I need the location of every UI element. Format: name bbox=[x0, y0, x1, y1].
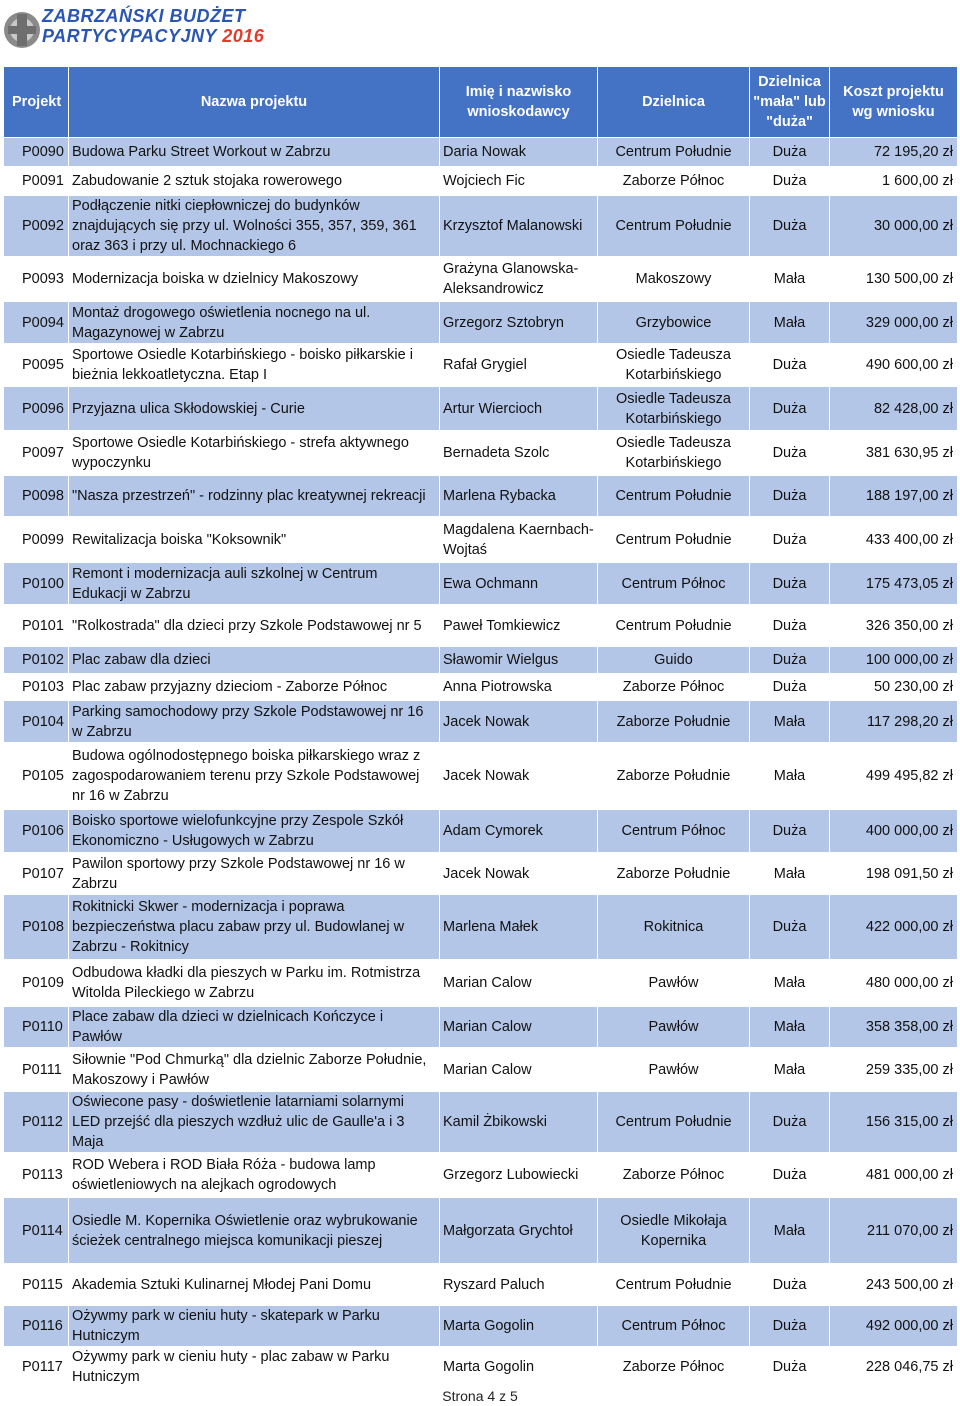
col-header-author: Imię i nazwisko wnioskodawcy bbox=[440, 67, 598, 138]
row-id: P0102 bbox=[4, 647, 69, 674]
row-id: P0095 bbox=[4, 344, 69, 387]
row-id: P0108 bbox=[4, 895, 69, 960]
table-row bbox=[4, 1048, 958, 1092]
row-author: Jacek Nowak bbox=[440, 853, 598, 895]
row-size: Duża bbox=[750, 810, 830, 853]
table-row bbox=[4, 563, 958, 605]
row-project-name: Sportowe Osiedle Kotarbińskiego - strefa aktywnego wypoczynku bbox=[69, 431, 440, 476]
row-project-name: Plac zabaw dla dzieci bbox=[69, 647, 440, 674]
row-district: Centrum Północ bbox=[598, 1306, 750, 1347]
logo-year: 2016 bbox=[222, 26, 265, 46]
row-cost: 156 315,00 zł bbox=[830, 1092, 958, 1153]
row-cost: 490 600,00 zł bbox=[830, 344, 958, 387]
row-id: P0103 bbox=[4, 674, 69, 701]
row-size: Duża bbox=[750, 517, 830, 563]
row-author: Marian Calow bbox=[440, 1007, 598, 1048]
table-row bbox=[4, 1153, 958, 1198]
table-row bbox=[4, 138, 958, 167]
row-project-name: Podłączenie nitki ciepłowniczej do budynków znajdujących się przy ul. Wolności 355, 357, 359, 361 oraz 363 i przy ul. Mochnackiego 6 bbox=[69, 196, 440, 257]
row-project-name: Akademia Sztuki Kulinarnej Młodej Pani Domu bbox=[69, 1264, 440, 1306]
row-id: P0098 bbox=[4, 476, 69, 517]
row-size: Duża bbox=[750, 196, 830, 257]
table-row bbox=[4, 743, 958, 810]
row-cost: 211 070,00 zł bbox=[830, 1198, 958, 1264]
row-district: Pawłów bbox=[598, 1048, 750, 1092]
row-author: Jacek Nowak bbox=[440, 701, 598, 743]
table-row bbox=[4, 257, 958, 302]
row-id: P0092 bbox=[4, 196, 69, 257]
row-id: P0097 bbox=[4, 431, 69, 476]
row-cost: 198 091,50 zł bbox=[830, 853, 958, 895]
row-project-name: Osiedle M. Kopernika Oświetlenie oraz wybrukowanie ścieżek centralnego miejsca komunikacji pieszej bbox=[69, 1198, 440, 1264]
row-project-name: Budowa Parku Street Workout w Zabrzu bbox=[69, 138, 440, 167]
row-size: Duża bbox=[750, 895, 830, 960]
row-author: Paweł Tomkiewicz bbox=[440, 605, 598, 647]
row-district: Centrum Północ bbox=[598, 563, 750, 605]
row-cost: 72 195,20 zł bbox=[830, 138, 958, 167]
row-cost: 481 000,00 zł bbox=[830, 1153, 958, 1198]
col-header-name: Nazwa projektu bbox=[69, 67, 440, 138]
row-district: Pawłów bbox=[598, 960, 750, 1007]
row-cost: 30 000,00 zł bbox=[830, 196, 958, 257]
row-district: Zaborze Północ bbox=[598, 167, 750, 196]
row-author: Marian Calow bbox=[440, 960, 598, 1007]
row-size: Duża bbox=[750, 1264, 830, 1306]
row-cost: 175 473,05 zł bbox=[830, 563, 958, 605]
row-id: P0100 bbox=[4, 563, 69, 605]
row-size: Mała bbox=[750, 302, 830, 344]
table-row bbox=[4, 853, 958, 895]
row-cost: 188 197,00 zł bbox=[830, 476, 958, 517]
row-size: Duża bbox=[750, 476, 830, 517]
row-district: Guido bbox=[598, 647, 750, 674]
row-size: Duża bbox=[750, 167, 830, 196]
row-size: Mała bbox=[750, 743, 830, 810]
row-size: Duża bbox=[750, 674, 830, 701]
row-id: P0116 bbox=[4, 1306, 69, 1347]
row-size: Duża bbox=[750, 431, 830, 476]
row-cost: 50 230,00 zł bbox=[830, 674, 958, 701]
row-author: Marlena Małek bbox=[440, 895, 598, 960]
table-row bbox=[4, 647, 958, 674]
table-row bbox=[4, 1198, 958, 1264]
row-author: Sławomir Wielgus bbox=[440, 647, 598, 674]
row-size: Duża bbox=[750, 605, 830, 647]
row-size: Duża bbox=[750, 563, 830, 605]
table-body bbox=[4, 138, 958, 1388]
row-cost: 492 000,00 zł bbox=[830, 1306, 958, 1347]
row-id: P0104 bbox=[4, 701, 69, 743]
row-id: P0106 bbox=[4, 810, 69, 853]
row-project-name: Odbudowa kładki dla pieszych w Parku im. Rotmistrza Witolda Pileckiego w Zabrzu bbox=[69, 960, 440, 1007]
city-crest-icon bbox=[2, 4, 42, 56]
row-id: P0111 bbox=[4, 1048, 69, 1092]
row-id: P0090 bbox=[4, 138, 69, 167]
row-project-name: "Nasza przestrzeń" - rodzinny plac kreatywnej rekreacji bbox=[69, 476, 440, 517]
row-author: Marian Calow bbox=[440, 1048, 598, 1092]
row-size: Duża bbox=[750, 138, 830, 167]
row-id: P0107 bbox=[4, 853, 69, 895]
row-project-name: Ożywmy park w cieniu huty - skatepark w Parku Hutniczym bbox=[69, 1306, 440, 1347]
table-row bbox=[4, 387, 958, 431]
row-author: Marta Gogolin bbox=[440, 1306, 598, 1347]
row-cost: 82 428,00 zł bbox=[830, 387, 958, 431]
row-author: Rafał Grygiel bbox=[440, 344, 598, 387]
row-district: Centrum Południe bbox=[598, 476, 750, 517]
logo-title-line2 bbox=[42, 26, 264, 46]
row-id: P0099 bbox=[4, 517, 69, 563]
row-author: Ewa Ochmann bbox=[440, 563, 598, 605]
table-row bbox=[4, 167, 958, 196]
row-author: Marlena Rybacka bbox=[440, 476, 598, 517]
row-id: P0091 bbox=[4, 167, 69, 196]
row-id: P0105 bbox=[4, 743, 69, 810]
table-row bbox=[4, 431, 958, 476]
row-district: Osiedle Tadeusza Kotarbińskiego bbox=[598, 431, 750, 476]
row-project-name: Siłownie "Pod Chmurką" dla dzielnic Zaborze Południe, Makoszowy i Pawłów bbox=[69, 1048, 440, 1092]
row-author: Adam Cymorek bbox=[440, 810, 598, 853]
row-cost: 259 335,00 zł bbox=[830, 1048, 958, 1092]
table-row bbox=[4, 1306, 958, 1347]
row-project-name: Plac zabaw przyjazny dzieciom - Zaborze Północ bbox=[69, 674, 440, 701]
table-row bbox=[4, 810, 958, 853]
row-author: Kamil Żbikowski bbox=[440, 1092, 598, 1153]
row-id: P0094 bbox=[4, 302, 69, 344]
row-author: Jacek Nowak bbox=[440, 743, 598, 810]
row-district: Zaborze Północ bbox=[598, 674, 750, 701]
row-cost: 228 046,75 zł bbox=[830, 1347, 958, 1388]
row-project-name: Rokitnicki Skwer - modernizacja i poprawa bezpieczeństwa placu zabaw przy ul. Budowlanej w Zabrzu - Rokitnicy bbox=[69, 895, 440, 960]
projects-table bbox=[3, 66, 958, 1388]
row-size: Mała bbox=[750, 960, 830, 1007]
table-row bbox=[4, 895, 958, 960]
row-author: Marta Gogolin bbox=[440, 1347, 598, 1388]
row-cost: 400 000,00 zł bbox=[830, 810, 958, 853]
table-row bbox=[4, 344, 958, 387]
row-cost: 499 495,82 zł bbox=[830, 743, 958, 810]
table-row bbox=[4, 1092, 958, 1153]
row-id: P0093 bbox=[4, 257, 69, 302]
row-author: Ryszard Paluch bbox=[440, 1264, 598, 1306]
col-header-cost: Koszt projektu wg wniosku bbox=[830, 67, 958, 138]
row-id: P0114 bbox=[4, 1198, 69, 1264]
row-district: Zaborze Południe bbox=[598, 701, 750, 743]
row-project-name: Pawilon sportowy przy Szkole Podstawowej nr 16 w Zabrzu bbox=[69, 853, 440, 895]
row-cost: 480 000,00 zł bbox=[830, 960, 958, 1007]
row-size: Mała bbox=[750, 853, 830, 895]
col-header-district: Dzielnica bbox=[598, 67, 750, 138]
table-row bbox=[4, 517, 958, 563]
logo bbox=[2, 2, 265, 58]
row-district: Centrum Południe bbox=[598, 605, 750, 647]
row-id: P0109 bbox=[4, 960, 69, 1007]
row-project-name: Modernizacja boiska w dzielnicy Makoszowy bbox=[69, 257, 440, 302]
row-size: Duża bbox=[750, 1092, 830, 1153]
row-project-name: Zabudowanie 2 sztuk stojaka rowerowego bbox=[69, 167, 440, 196]
row-project-name: Rewitalizacja boiska "Koksownik" bbox=[69, 517, 440, 563]
row-author: Anna Piotrowska bbox=[440, 674, 598, 701]
row-project-name: Oświecone pasy - doświetlenie latarniami solarnymi LED przejść dla pieszych wzdłuż ulic de Gaulle'a i 3 Maja bbox=[69, 1092, 440, 1153]
row-cost: 117 298,20 zł bbox=[830, 701, 958, 743]
row-project-name: Place zabaw dla dzieci w dzielnicach Kończyce i Pawłów bbox=[69, 1007, 440, 1048]
table-row bbox=[4, 196, 958, 257]
page-number: Strona 4 z 5 bbox=[442, 1388, 518, 1404]
row-project-name: Przyjazna ulica Skłodowskiej - Curie bbox=[69, 387, 440, 431]
table-row bbox=[4, 960, 958, 1007]
row-district: Centrum Południe bbox=[598, 1264, 750, 1306]
row-cost: 358 358,00 zł bbox=[830, 1007, 958, 1048]
row-district: Makoszowy bbox=[598, 257, 750, 302]
row-project-name: Sportowe Osiedle Kotarbińskiego - boisko piłkarskie i bieżnia lekkoatletyczna. Etap I bbox=[69, 344, 440, 387]
row-size: Duża bbox=[750, 387, 830, 431]
row-author: Grzegorz Lubowiecki bbox=[440, 1153, 598, 1198]
logo-title-line1: ZABRZAŃSKI BUDŻET bbox=[42, 6, 246, 26]
row-district: Pawłów bbox=[598, 1007, 750, 1048]
row-district: Zaborze Północ bbox=[598, 1347, 750, 1388]
row-district: Osiedle Mikołaja Kopernika bbox=[598, 1198, 750, 1264]
row-district: Centrum Południe bbox=[598, 1092, 750, 1153]
row-author: Grażyna Glanowska-Aleksandrowicz bbox=[440, 257, 598, 302]
table-header-row bbox=[4, 67, 958, 138]
logo-title-word: PARTYCYPACYJNY bbox=[42, 26, 217, 46]
row-district: Centrum Południe bbox=[598, 517, 750, 563]
row-cost: 381 630,95 zł bbox=[830, 431, 958, 476]
row-size: Duża bbox=[750, 1347, 830, 1388]
row-cost: 329 000,00 zł bbox=[830, 302, 958, 344]
row-district: Centrum Południe bbox=[598, 138, 750, 167]
row-author: Daria Nowak bbox=[440, 138, 598, 167]
row-project-name: Ożywmy park w cieniu huty - plac zabaw w Parku Hutniczym bbox=[69, 1347, 440, 1388]
row-author: Grzegorz Sztobryn bbox=[440, 302, 598, 344]
row-id: P0113 bbox=[4, 1153, 69, 1198]
row-size: Mała bbox=[750, 257, 830, 302]
row-id: P0112 bbox=[4, 1092, 69, 1153]
row-cost: 1 600,00 zł bbox=[830, 167, 958, 196]
row-author: Wojciech Fic bbox=[440, 167, 598, 196]
row-size: Mała bbox=[750, 1048, 830, 1092]
row-author: Małgorzata Grychtoł bbox=[440, 1198, 598, 1264]
row-size: Mała bbox=[750, 1007, 830, 1048]
row-size: Duża bbox=[750, 344, 830, 387]
table-row bbox=[4, 1347, 958, 1388]
row-project-name: Montaż drogowego oświetlenia nocnego na ul. Magazynowej w Zabrzu bbox=[69, 302, 440, 344]
row-id: P0110 bbox=[4, 1007, 69, 1048]
row-author: Bernadeta Szolc bbox=[440, 431, 598, 476]
col-header-project: Projekt bbox=[4, 67, 69, 138]
table-row bbox=[4, 1007, 958, 1048]
table-row bbox=[4, 302, 958, 344]
row-cost: 433 400,00 zł bbox=[830, 517, 958, 563]
row-district: Zaborze Południe bbox=[598, 743, 750, 810]
row-district: Centrum Południe bbox=[598, 196, 750, 257]
row-project-name: ROD Webera i ROD Biała Róża - budowa lamp oświetleniowych na alejkach ogrodowych bbox=[69, 1153, 440, 1198]
table-row bbox=[4, 476, 958, 517]
row-district: Zaborze Północ bbox=[598, 1153, 750, 1198]
row-author: Magdalena Kaernbach-Wojtaś bbox=[440, 517, 598, 563]
col-header-size: Dzielnica "mała" lub "duża" bbox=[750, 67, 830, 138]
row-project-name: Budowa ogólnodostępnego boiska piłkarskiego wraz z zagospodarowaniem terenu przy Szkole Podstawowej nr 16 w Zabrzu bbox=[69, 743, 440, 810]
table-row bbox=[4, 1264, 958, 1306]
row-author: Krzysztof Malanowski bbox=[440, 196, 598, 257]
table-row bbox=[4, 701, 958, 743]
row-project-name: "Rolkostrada" dla dzieci przy Szkole Podstawowej nr 5 bbox=[69, 605, 440, 647]
row-cost: 100 000,00 zł bbox=[830, 647, 958, 674]
row-project-name: Remont i modernizacja auli szkolnej w Centrum Edukacji w Zabrzu bbox=[69, 563, 440, 605]
row-id: P0101 bbox=[4, 605, 69, 647]
row-cost: 243 500,00 zł bbox=[830, 1264, 958, 1306]
row-id: P0096 bbox=[4, 387, 69, 431]
row-id: P0115 bbox=[4, 1264, 69, 1306]
row-district: Grzybowice bbox=[598, 302, 750, 344]
row-size: Duża bbox=[750, 1153, 830, 1198]
row-cost: 326 350,00 zł bbox=[830, 605, 958, 647]
row-project-name: Boisko sportowe wielofunkcyjne przy Zespole Szkół Ekonomiczno - Usługowych w Zabrzu bbox=[69, 810, 440, 853]
row-district: Centrum Północ bbox=[598, 810, 750, 853]
row-size: Duża bbox=[750, 1306, 830, 1347]
row-district: Osiedle Tadeusza Kotarbińskiego bbox=[598, 344, 750, 387]
row-author: Artur Wiercioch bbox=[440, 387, 598, 431]
row-size: Duża bbox=[750, 647, 830, 674]
row-district: Rokitnica bbox=[598, 895, 750, 960]
row-project-name: Parking samochodowy przy Szkole Podstawowej nr 16 w Zabrzu bbox=[69, 701, 440, 743]
row-cost: 422 000,00 zł bbox=[830, 895, 958, 960]
row-size: Mała bbox=[750, 701, 830, 743]
row-district: Zaborze Południe bbox=[598, 853, 750, 895]
table-row bbox=[4, 605, 958, 647]
row-cost: 130 500,00 zł bbox=[830, 257, 958, 302]
row-id: P0117 bbox=[4, 1347, 69, 1388]
row-size: Mała bbox=[750, 1198, 830, 1264]
table-row bbox=[4, 674, 958, 701]
row-district: Osiedle Tadeusza Kotarbińskiego bbox=[598, 387, 750, 431]
